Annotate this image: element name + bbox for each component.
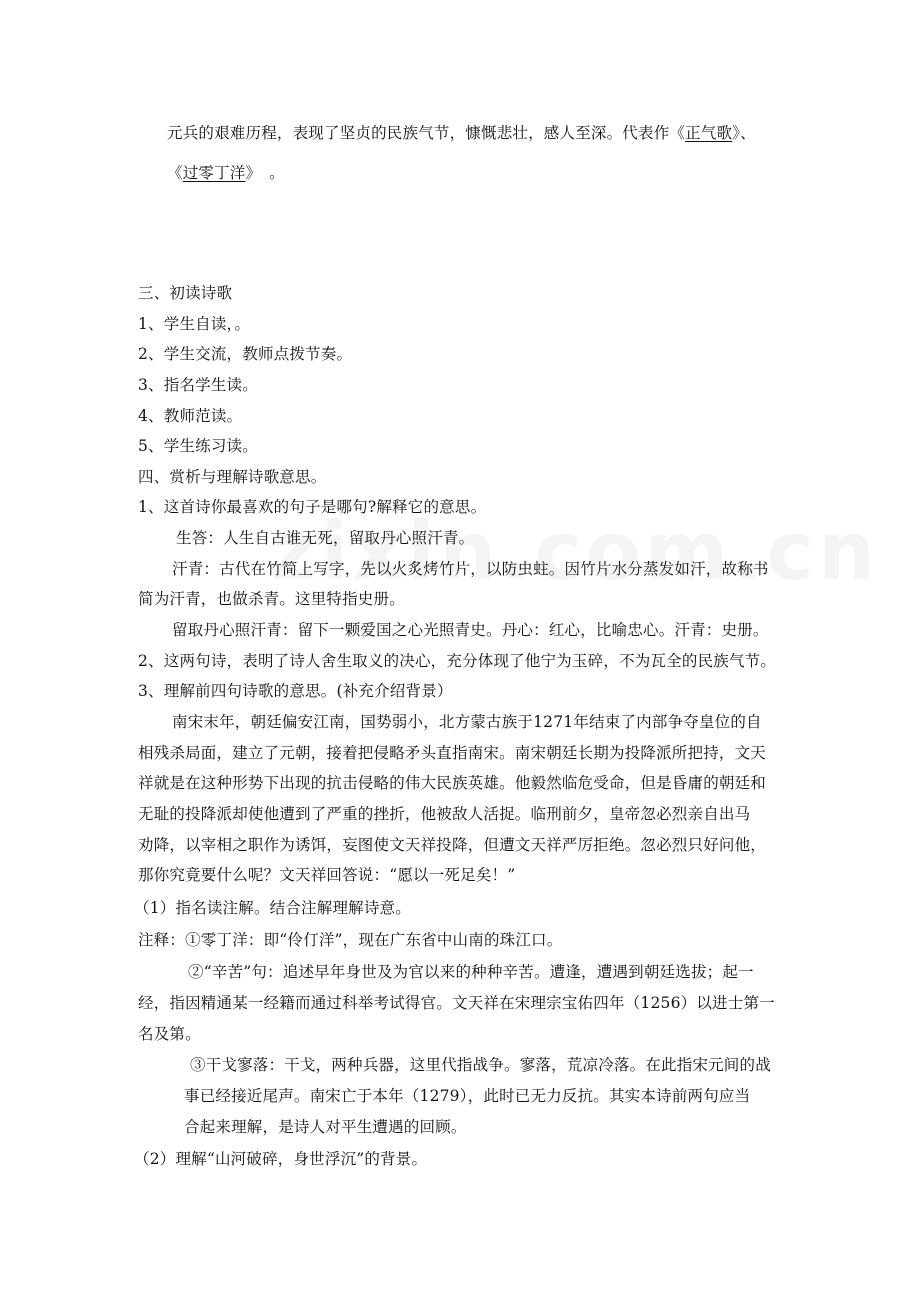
list-item: 1、学生自读，。 <box>138 315 251 333</box>
list-item: 2、学生交流，教师点拨节奏。 <box>138 345 353 363</box>
work-title-zhengqige: 正气歌 <box>685 124 733 142</box>
note-3-line-1: ③干戈寥落：干戈，两种兵器，这里代指战争。寥落，荒凉冷落。在此指宋元间的战 <box>190 1056 771 1074</box>
background-line-3: 祥就是在这种形势下出现的抗击侵略的伟大民族英雄。他毅然临危受命，但是昏庸的朝廷和 <box>138 774 767 792</box>
background-line-5: 劝降，以宰相之职作为诱饵，妄图使文天祥投降，但遭文天祥严厉拒绝。忽必烈只好问他， <box>138 836 767 854</box>
background-line-1: 南宋末年，朝廷偏安江南，国势弱小，北方蒙古族于1271年结束了内部争夺皇位的自 <box>172 713 762 731</box>
intro-line-1: 元兵的艰难历程，表现了坚贞的民族气节，慷慨悲壮，感人至深。代表作《正气歌》、 <box>167 124 756 142</box>
list-item: 3、指名学生读。 <box>138 376 258 394</box>
note-2-line-3: 名及第。 <box>138 1025 201 1043</box>
background-line-6: 那你究竟要什么呢？文天祥回答说：“愿以一死足矣！” <box>138 866 516 884</box>
background-line-2: 相残杀局面，建立了元朝，接着把侵略矛头直指南宋。南宋朝廷长期为投降派所把持，文天 <box>138 744 767 762</box>
list-item: 4、教师范读。 <box>138 407 243 425</box>
question-1: 1、这首诗你最喜欢的句子是哪句?解释它的意思。 <box>138 498 487 516</box>
watermark <box>270 505 879 598</box>
hanqing-note-line-1: 汗青：古代在竹简上写字，先以火炙烤竹片，以防虫蛀。因竹片水分蒸发如汗，故称书 <box>172 560 769 578</box>
note-3-line-3: 合起来理解，是诗人对平生遭遇的回顾。 <box>184 1118 467 1136</box>
work-title-guolingdingyang: 过零丁洋 <box>182 164 246 182</box>
note-1: 注释：①零丁洋：即“伶仃洋”，现在广东省中山南的珠江口。 <box>138 931 563 949</box>
background-line-4: 无耻的投降派却使他遭到了严重的挫折，他被敌人活捉。临刑前夕，皇帝忽必烈亲自出马 <box>138 805 751 823</box>
question-2: 2、这两句诗，表明了诗人舍生取义的决心，充分体现了他宁为玉碎，不为瓦全的民族气节。 <box>138 652 777 670</box>
note-3-line-2: 事已经接近尾声。南宋亡于本年（1279），此时已无力反抗。其实本诗前两句应当 <box>184 1087 751 1105</box>
note-2-line-2: 经，指因精通某一经籍而通过科举考试得官。文天祥在宋理宗宝佑四年（1256）以进士第一 <box>138 994 775 1012</box>
part-2-heading: （2）理解“山河破碎，身世浮沉”的背景。 <box>134 1150 428 1168</box>
note-2-line-1: ②“辛苦”句：追述早年身世及为官以来的种种辛苦。遭逢，遭遇到朝廷选拔；起一 <box>188 963 754 981</box>
hanqing-note-line-2: 简为汗青，也做杀青。这里特指史册。 <box>138 590 405 608</box>
intro-line-2: 《过零丁洋》 。 <box>167 164 285 182</box>
list-item: 5、学生练习读。 <box>138 437 258 455</box>
section-4-heading: 四、赏析与理解诗歌意思。 <box>138 468 327 486</box>
answer-1: 生答：人生自古谁无死，留取丹心照汗青。 <box>176 529 475 547</box>
liuqu-note: 留取丹心照汗青：留下一颗爱国之心光照青史。丹心：红心，比喻忠心。汗青：史册。 <box>172 621 769 639</box>
question-3: 3、理解前四句诗歌的意思。(补充介绍背景） <box>138 682 453 700</box>
section-3-heading: 三、初读诗歌 <box>138 284 233 302</box>
part-1-heading: （1）指名读注解。结合注解理解诗意。 <box>134 899 411 917</box>
